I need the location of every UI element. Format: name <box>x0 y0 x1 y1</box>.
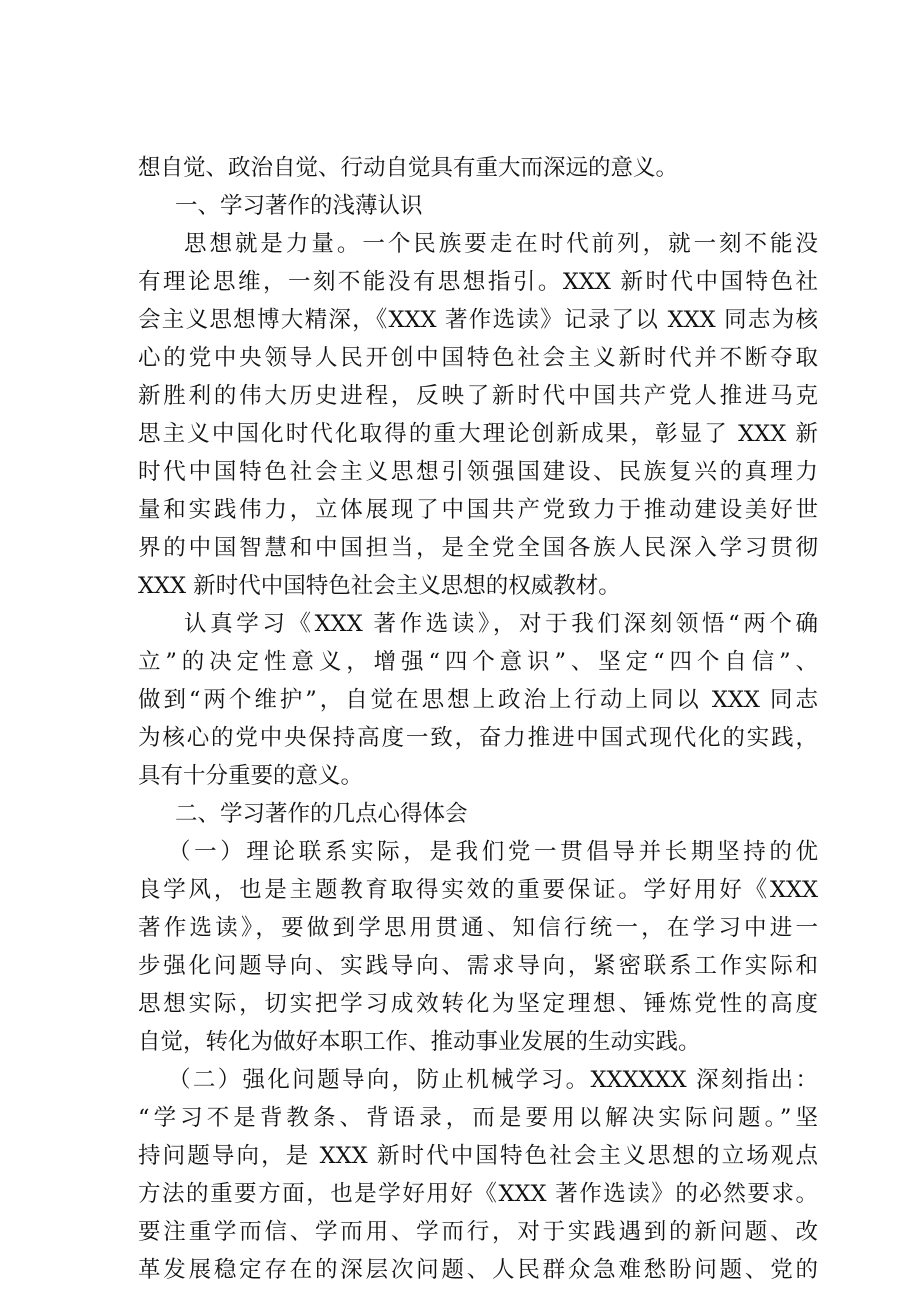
text-line: 界的中国智慧和中国担当，是全党全国各族人民深入学习贯彻 <box>138 535 818 561</box>
text-line: 会主义思想博大精深，《XXX 著作选读》记录了以 XXX 同志为核 <box>138 307 818 333</box>
text-line: 持问题导向，是 XXX 新时代中国特色社会主义思想的立场观点 <box>138 1143 818 1169</box>
text-line: 具有十分重要的意义。 <box>138 763 364 789</box>
text-line: 新胜利的伟大历史进程，反映了新时代中国共产党人推进马克 <box>138 383 818 409</box>
text-line: 思想实际，切实把学习成效转化为坚定理想、锤炼党性的高度 <box>138 991 818 1017</box>
text-line: （一）理论联系实际，是我们党一贯倡导并长期坚持的优 <box>168 839 818 865</box>
text-line: 认真学习《XXX 著作选读》，对于我们深刻领悟“两个确 <box>184 611 818 637</box>
text-line: 做到“两个维护”，自觉在思想上政治上行动上同以 XXX 同志 <box>138 687 818 713</box>
text-line: “学习不是背教条、背语录，而是要用以解决实际问题。”坚 <box>138 1105 818 1131</box>
section-heading: 一、学习著作的浅薄认识 <box>175 193 423 219</box>
text-line: 思想就是力量。一个民族要走在时代前列，就一刻不能没 <box>184 231 818 257</box>
text-line: 要注重学而信、学而用、学而行，对于实践遇到的新问题、改 <box>138 1219 818 1245</box>
text-line: 心的党中央领导人民开创中国特色社会主义新时代并不断夺取 <box>138 345 818 371</box>
text-line: （二）强化问题导向，防止机械学习。XXXXXX 深刻指出： <box>168 1067 818 1093</box>
section-heading: 二、学习著作的几点心得体会 <box>175 801 468 827</box>
text-line: 革发展稳定存在的深层次问题、人民群众急难愁盼问题、党的 <box>138 1257 818 1283</box>
text-line: 有理论思维，一刻不能没有思想指引。XXX 新时代中国特色社 <box>138 269 818 295</box>
text-line: 自觉，转化为做好本职工作、推动事业发展的生动实践。 <box>138 1029 701 1055</box>
text-line: 著作选读》，要做到学思用贯通、知信行统一，在学习中进一 <box>138 915 818 941</box>
text-line: 良学风，也是主题教育取得实效的重要保证。学好用好《XXX <box>138 877 818 903</box>
text-line: 思主义中国化时代化取得的重大理论创新成果，彰显了 XXX 新 <box>138 421 818 447</box>
text-line: 为核心的党中央保持高度一致，奋力推进中国式现代化的实践， <box>138 725 818 751</box>
text-line: XXX 新时代中国特色社会主义思想的权威教材。 <box>138 573 621 599</box>
text-line: 量和实践伟力，立体展现了中国共产党致力于推动建设美好世 <box>138 497 818 523</box>
text-line: 步强化问题导向、实践导向、需求导向，紧密联系工作实际和 <box>138 953 818 979</box>
text-line: 时代中国特色社会主义思想引领强国建设、民族复兴的真理力 <box>138 459 818 485</box>
text-line: 想自觉、政治自觉、行动自觉具有重大而深远的意义。 <box>138 155 679 181</box>
text-line: 方法的重要方面，也是学好用好《XXX 著作选读》的必然要求。 <box>138 1181 818 1207</box>
text-line: 立”的决定性意义，增强“四个意识”、坚定“四个自信”、 <box>138 649 818 675</box>
